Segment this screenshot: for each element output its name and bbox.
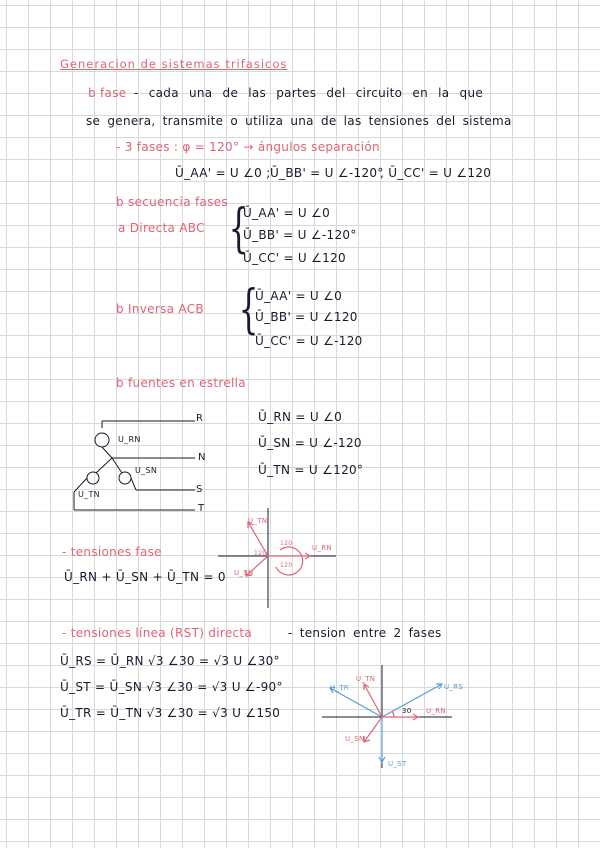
page-title: Generacion de sistemas trifasicos	[60, 57, 288, 71]
phasor-urn-label: U_RN	[312, 544, 332, 552]
phasor-utn-line-label: U_TN	[356, 675, 376, 683]
fuente-eq-rn: Ū_RN = U ∠0	[258, 410, 343, 424]
tensiones-fase-sum-eq: Ū_RN + Ū_SN + Ū_TN = 0	[64, 570, 226, 584]
inversa-eq-aa: Ū_AA' = U ∠0	[255, 289, 343, 303]
fuente-eq-sn: Ū_SN = U ∠-120	[258, 436, 362, 450]
directa-eq-cc: Ū_CC' = U ∠120	[243, 251, 346, 265]
source-urn-label: U_RN	[118, 435, 141, 444]
phasor-angle-1: 120	[280, 540, 293, 547]
phasor-angle-2: 120	[254, 550, 267, 557]
source-utn-label: U_TN	[78, 490, 100, 499]
phasor-usn-line-label: U_SN	[345, 735, 365, 743]
phasor-usn-label: U_SN	[234, 569, 254, 577]
terminal-r: R	[196, 413, 204, 424]
fases-note: - 3 fases : φ = 120° → ángulos separación	[116, 140, 380, 154]
tensiones-linea-note: - tension entre 2 fases	[288, 626, 442, 640]
directa-eq-bb: Ū_BB' = U ∠-120°	[243, 228, 357, 242]
star-circuit-diagram	[60, 410, 280, 520]
fuente-eq-tn: Ū_TN = U ∠120°	[258, 463, 364, 477]
phasor-angle-30: 30	[402, 707, 412, 715]
phasor-urs-label: U_RS	[444, 683, 464, 691]
phasor-utn-label: U_TN	[248, 517, 268, 525]
phasor-urn-line-label: U_RN	[426, 707, 446, 715]
linea-eq-st: Ū_ST = Ū_SN √3 ∠30 = √3 U ∠-90°	[60, 680, 283, 694]
linea-eq-rs: Ū_RS = Ū_RN √3 ∠30 = √3 U ∠30°	[60, 654, 280, 668]
tensiones-fase-label: - tensiones fase	[62, 545, 162, 559]
inversa-brace: {	[238, 280, 259, 340]
linea-eq-tr: Ū_TR = Ū_TN √3 ∠30 = √3 U ∠150	[60, 706, 281, 720]
phasor-ust-label: U_ST	[388, 760, 407, 768]
inversa-eq-bb: Ū_BB' = U ∠120	[255, 310, 358, 324]
eq-ucc: , Ū_CC' = U ∠120	[380, 166, 492, 180]
directa-eq-aa: Ū_AA' = U ∠0	[243, 206, 331, 220]
inversa-label: b Inversa ACB	[116, 302, 204, 316]
directa-brace: {	[228, 199, 249, 259]
eq-ubb: Ū_BB' = U ∠-120°	[270, 166, 384, 180]
phasor-angle-3: 120	[280, 562, 293, 569]
fase-label: b fase	[88, 86, 127, 100]
inversa-eq-cc: Ū_CC' = U ∠-120	[255, 334, 363, 348]
directa-label: a Directa ABC	[118, 221, 205, 235]
fase-definition-line1: - cada una de las partes del circuito en la que	[134, 86, 484, 100]
secuencia-label: b secuencia fases	[116, 195, 228, 209]
terminal-t: T	[198, 503, 205, 514]
phasor-utr-label: U_TR	[330, 684, 349, 692]
eq-uaa: Ū_AA' = U ∠0 ;	[175, 166, 271, 180]
source-usn-label: U_SN	[135, 466, 158, 475]
line-phasor-diagram	[322, 660, 462, 770]
phase-phasor-diagram	[218, 508, 348, 608]
tensiones-linea-label: - tensiones línea (RST) directa	[62, 626, 253, 640]
fase-definition-line2: se genera, transmite o utiliza una de las tensiones del sistema	[86, 114, 512, 128]
terminal-s: S	[196, 484, 203, 495]
fuentes-label: b fuentes en estrella	[116, 376, 246, 390]
terminal-n: N	[198, 452, 206, 463]
